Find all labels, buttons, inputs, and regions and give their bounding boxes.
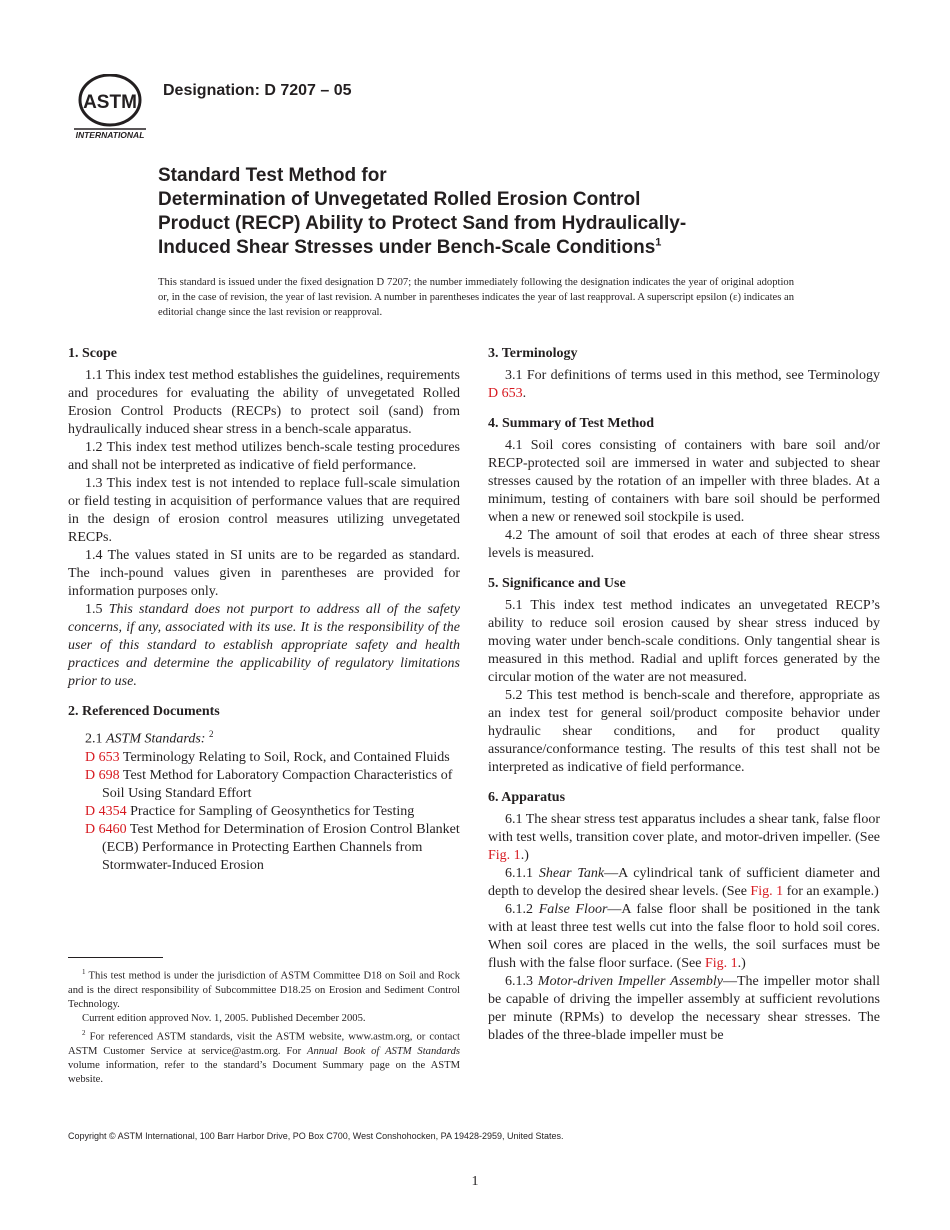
title-line-2: Determination of Unvegetated Rolled Erosion Control	[158, 189, 641, 210]
paragraph-6-1-1	[488, 865, 880, 901]
designation: Designation: D 7207 – 05	[163, 82, 352, 99]
figure-link[interactable]: Fig. 1	[488, 848, 521, 863]
reference-title: Test Method for Determination of Erosion Control Blanket (ECB) Performance in Protecting Earthen Channels from Stormwater-Induced Erosion	[102, 821, 460, 873]
astm-logo	[70, 74, 150, 140]
paragraph-1-5-number: 1.5	[85, 602, 109, 617]
paragraph-6-1-end: .)	[520, 848, 529, 863]
term-false-floor: False Floor	[538, 902, 608, 917]
reference-link[interactable]: D 4354	[85, 803, 127, 819]
astm-logo-mark	[70, 74, 150, 140]
paragraph-6-1-1-end: for an example.)	[783, 884, 879, 899]
astm-standards-label	[68, 725, 460, 749]
section-heading-terminology: 3. Terminology	[488, 346, 578, 361]
left-column	[68, 345, 460, 875]
reference-item	[85, 767, 460, 803]
paragraph-6-1-2-number: 6.1.2	[505, 902, 539, 917]
paragraph-4-1: 4.1 Soil cores consisting of containers with bare soil and/or RECP-protected soil are immersed in water and subjected to shear stresses caused by the rotation of an impeller with three blades. At a minimum, testing of containers with bare soil should be performed when a new or renewed soil stockpile is used.	[488, 438, 880, 525]
paragraph-6-1-1-text: —A cylindrical tank of sufficient diameter and depth to develop the desired shear levels. (See	[488, 866, 880, 899]
reference-title: Practice for Sampling of Geosynthetics for Testing	[126, 803, 415, 819]
page-number: 1	[471, 1174, 479, 1189]
footnote-2	[68, 1026, 460, 1087]
footnote-1	[68, 965, 460, 1012]
section-heading-referenced-documents: 2. Referenced Documents	[68, 704, 220, 719]
reference-item	[85, 749, 460, 767]
title-line-3: Product (RECP) Ability to Protect Sand from Hydraulically-	[158, 213, 687, 234]
reference-title: Test Method for Laboratory Compaction Characteristics of Soil Using Standard Effort	[102, 767, 453, 801]
section-heading-significance: 5. Significance and Use	[488, 576, 626, 591]
terminology-link[interactable]: D 653	[488, 386, 523, 401]
title-footnote-mark: 1	[655, 236, 662, 249]
section-heading-apparatus: 6. Apparatus	[488, 790, 566, 805]
footnote-1-mark: 1	[82, 968, 86, 976]
footnote-2-italic: Annual Book of ASTM Standards	[307, 1046, 461, 1058]
paragraph-6-1-2-text: —A false floor shall be positioned in the tank with at least three test wells cut into the false floor to hold soil cores. When soil cores are placed in the wells, the soil surfaces must be flush with the false floor surface. (See	[488, 902, 881, 971]
logo-text: ASTM	[83, 92, 137, 113]
reference-link[interactable]: D 698	[85, 767, 120, 783]
footnote-2-end: volume information, refer to the standard’s Document Summary page on the ASTM website.	[68, 1060, 460, 1086]
paragraph-6-1-3-text: —The impeller motor shall be capable of driving the impeller assembly at sufficient revolutions per minute (RPMs) to develop the necessary shear stresses. The blades of the three-blade impeller must be	[488, 974, 881, 1043]
title-line-4	[158, 236, 858, 260]
astm-standards-footnote-mark: 2	[208, 729, 214, 739]
paragraph-5-2: 5.2 This test method is bench-scale and therefore, appropriate as an index test for general soil/product composite behavior under hydraulic shear conditions, and for product quality assurance/conformance testing. The results of this test shall not be interpreted as indicative of field performance.	[488, 688, 880, 775]
reference-link[interactable]: D 6460	[85, 821, 127, 837]
reference-link[interactable]: D 653	[85, 749, 120, 765]
logo-subtext: INTERNATIONAL	[75, 130, 145, 140]
paragraph-3-1	[488, 367, 880, 403]
reference-title: Terminology Relating to Soil, Rock, and Contained Fluids	[119, 749, 450, 765]
reference-item	[85, 803, 460, 821]
paragraph-1-1: 1.1 This index test method establishes the guidelines, requirements and procedures for evaluating the ability of unvegetated Rolled Erosion Control Products (RECPs) to protect soil (sand) from hydraulically induced shear stress in a bench-scale apparatus.	[68, 368, 460, 437]
footnotes	[68, 965, 460, 1088]
title-line-1: Standard Test Method for	[158, 165, 387, 186]
paragraph-3-1-text: 3.1 For definitions of terms used in this method, see Terminology	[505, 368, 880, 383]
section-heading-summary: 4. Summary of Test Method	[488, 416, 655, 431]
paragraph-6-1-2	[488, 901, 880, 973]
document-title	[158, 164, 858, 260]
footnote-2-text: For referenced ASTM standards, visit the ASTM website, www.astm.org, or contact ASTM Customer Service at service@astm.org. For	[68, 1031, 460, 1058]
footnote-2-mark: 2	[82, 1029, 86, 1038]
paragraph-4-2: 4.2 The amount of soil that erodes at each of three shear stress levels is measured.	[488, 528, 880, 561]
paragraph-6-1-1-number: 6.1.1	[505, 866, 539, 881]
paragraph-6-1-2-end: .)	[737, 956, 746, 971]
reference-item	[85, 821, 460, 875]
paragraph-6-1-text: 6.1 The shear stress test apparatus includes a shear tank, false floor with test wells, transition cover plate, and motor-driven impeller. (See	[488, 812, 880, 845]
paragraph-6-1	[488, 811, 880, 865]
astm-standards-number: 2.1	[85, 731, 106, 747]
term-shear-tank: Shear Tank	[538, 866, 605, 881]
figure-link[interactable]: Fig. 1	[704, 956, 738, 971]
term-impeller-assembly: Motor-driven Impeller Assembly	[537, 974, 723, 989]
paragraph-5-1: 5.1 This index test method indicates an unvegetated RECP’s ability to reduce soil erosion caused by shear stress induced by moving water under bench-scale conditions. Only tangential shear is measured in this method. Radial and uplift forces generated by the circular motion of the water are not measured.	[488, 598, 880, 685]
astm-standards-text: ASTM Standards:	[106, 731, 206, 747]
footnote-1-edition: Current edition approved Nov. 1, 2005. Published December 2005.	[82, 1013, 366, 1025]
paragraph-6-1-3-number: 6.1.3	[505, 974, 538, 989]
copyright: Copyright © ASTM International, 100 Barr Harbor Drive, PO Box C700, West Conshohocken, PA 19428-2959, United States.	[68, 1131, 564, 1141]
footnote-divider	[68, 957, 163, 958]
section-heading-scope: 1. Scope	[68, 346, 117, 361]
paragraph-3-1-end: .	[522, 386, 527, 401]
paragraph-1-4: 1.4 The values stated in SI units are to be regarded as standard. The inch-pound values given in parentheses are provided for information purposes only.	[68, 548, 460, 599]
right-column	[488, 345, 880, 1045]
paragraph-1-5	[68, 601, 460, 691]
title-line-4-text: Induced Shear Stresses under Bench-Scale Conditions	[158, 237, 656, 258]
paragraph-1-3: 1.3 This index test is not intended to replace full-scale simulation or field testing in acquisition of performance values that are required in the design of erosion control measures utilizing unvegetated RECPs.	[68, 476, 460, 545]
standard-notice: This standard is issued under the fixed designation D 7207; the number immediately following the designation indicates the year of original adoption or, in the case of revision, the year of last revision. A number in parentheses indicates the year of last reapproval. A superscript epsilon (ε) indicates an editorial change since the last revision or reapproval.	[158, 277, 794, 318]
paragraph-1-5-text: This standard does not purport to address all of the safety concerns, if any, associated with its use. It is the responsibility of the user of this standard to establish appropriate safety and health practices and determine the applicability of regulatory limitations prior to use.	[68, 602, 460, 689]
paragraph-6-1-3	[488, 973, 880, 1045]
footnote-1-text: This test method is under the jurisdiction of ASTM Committee D18 on Soil and Rock and is the direct responsibility of Subcommittee D18.25 on Erosion and Sediment Control Technology.	[68, 970, 460, 1010]
figure-link[interactable]: Fig. 1	[750, 884, 784, 899]
paragraph-1-2: 1.2 This index test method utilizes bench-scale testing procedures and shall not be interpreted as indicative of field performance.	[68, 440, 460, 473]
